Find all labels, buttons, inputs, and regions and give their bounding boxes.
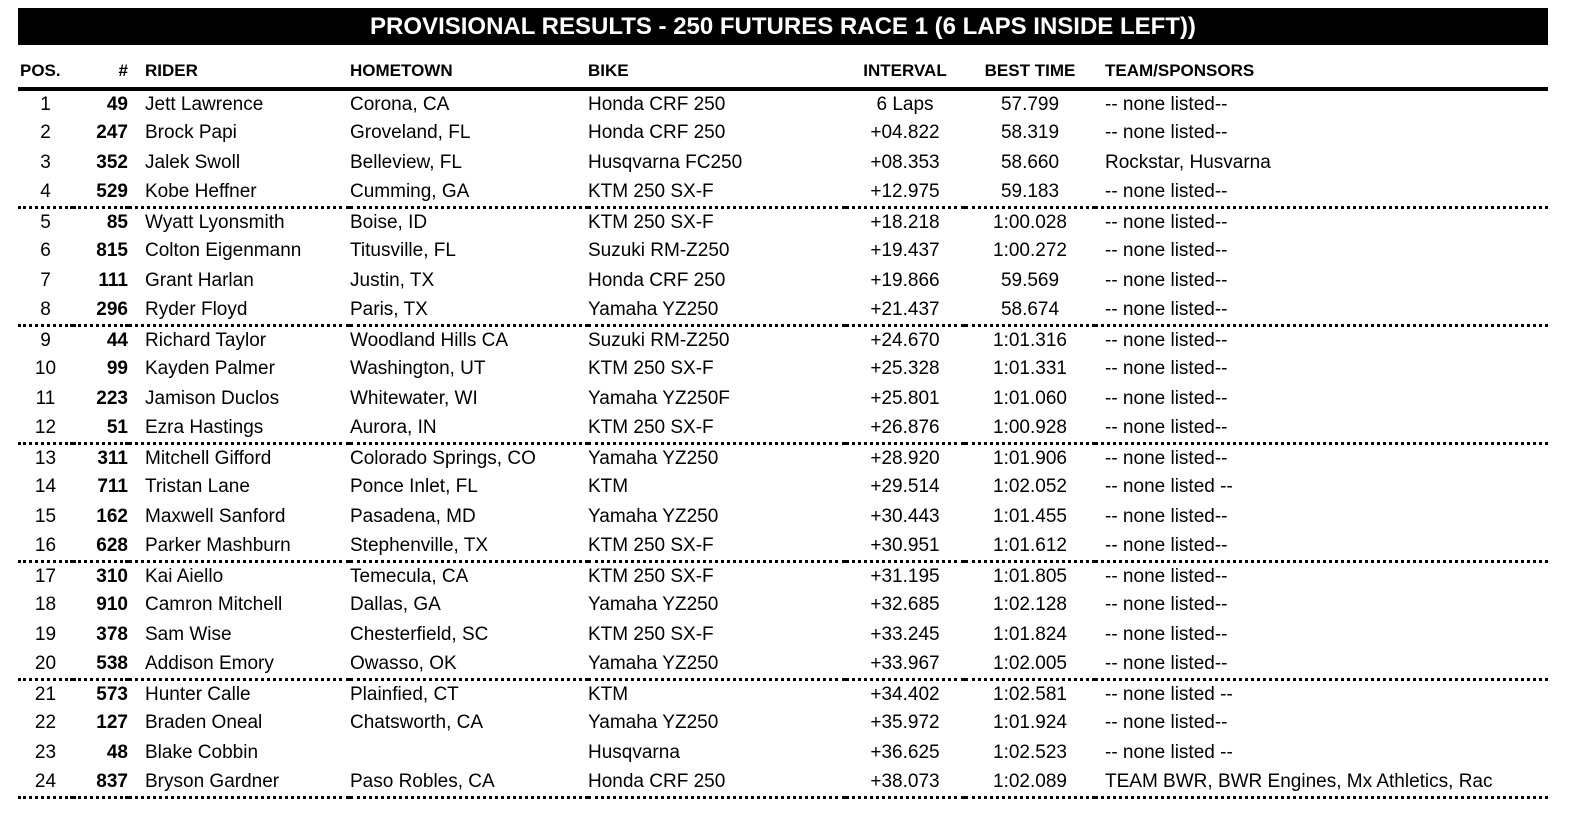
cell-number: 99 <box>106 358 128 380</box>
cell-team-sponsors: -- none listed-- <box>1105 240 1228 262</box>
cell-bike: Husqvarna FC250 <box>588 151 743 173</box>
results-body <box>18 89 1548 797</box>
cell-position: 12 <box>18 414 73 444</box>
cell-team-sponsors: -- none listed -- <box>1105 741 1233 763</box>
cell-bike: Honda CRF 250 <box>588 269 726 291</box>
cell-number: 85 <box>106 211 128 233</box>
cell-hometown: Paris, TX <box>350 296 588 326</box>
cell-interval: +33.245 <box>870 623 940 645</box>
cell-position: 22 <box>34 712 57 734</box>
cell-interval: 6 Laps <box>876 93 934 115</box>
cell-bike: Suzuki RM-Z250 <box>588 240 730 262</box>
cell-number: 378 <box>96 623 128 645</box>
cell-hometown: Cumming, GA <box>350 178 588 208</box>
cell-rider: Hunter Calle <box>145 683 251 705</box>
cell-hometown: Colorado Springs, CO <box>350 447 536 469</box>
cell-number: 352 <box>96 151 128 173</box>
cell-hometown: Pasadena, MD <box>350 505 476 527</box>
cell-hometown: Titusville, FL <box>350 240 456 262</box>
column-header-pos: POS. <box>18 52 73 89</box>
cell-interval: +08.353 <box>870 151 940 173</box>
cell-hometown: Temecula, CA <box>350 565 469 587</box>
cell-best-time: 1:01.924 <box>993 712 1067 734</box>
cell-rider: Richard Taylor <box>145 329 267 351</box>
table-row <box>18 119 1548 149</box>
cell-rider: Maxwell Sanford <box>145 505 286 527</box>
table-row <box>18 89 1548 119</box>
cell-position: 2 <box>40 122 51 144</box>
cell-best-time: 1:00.272 <box>993 240 1067 262</box>
cell-rider: Tristan Lane <box>145 476 250 498</box>
cell-team-sponsors: -- none listed-- <box>1105 447 1228 469</box>
cell-position: 24 <box>18 768 73 798</box>
cell-team-sponsors: Rockstar, Husvarna <box>1105 151 1271 173</box>
cell-team-sponsors: -- none listed-- <box>1095 532 1548 562</box>
column-header-rider: RIDER <box>128 52 350 89</box>
cell-best-time: 1:02.005 <box>965 650 1095 680</box>
cell-bike: Yamaha YZ250 <box>588 447 719 469</box>
cell-interval: +30.951 <box>845 532 965 562</box>
table-row <box>18 296 1548 326</box>
cell-hometown: Ponce Inlet, FL <box>350 476 478 498</box>
column-header-bike: BIKE <box>588 52 845 89</box>
cell-team-sponsors: -- none listed-- <box>1095 178 1548 208</box>
cell-interval: +25.328 <box>870 358 940 380</box>
cell-bike: KTM 250 SX-F <box>588 532 845 562</box>
cell-hometown: Paso Robles, CA <box>350 768 588 798</box>
table-row <box>18 237 1548 267</box>
cell-number: 628 <box>73 532 128 562</box>
cell-rider: Parker Mashburn <box>128 532 350 562</box>
cell-team-sponsors: TEAM BWR, BWR Engines, Mx Athletics, Rac <box>1095 768 1548 798</box>
cell-number: 711 <box>97 476 128 498</box>
cell-position: 8 <box>18 296 73 326</box>
cell-best-time: 58.319 <box>1000 122 1060 144</box>
cell-rider: Grant Harlan <box>145 269 254 291</box>
cell-best-time: 1:02.089 <box>965 768 1095 798</box>
cell-rider: Jett Lawrence <box>145 93 264 115</box>
cell-position: 3 <box>40 151 51 173</box>
cell-bike: Husqvarna <box>588 741 680 763</box>
cell-rider: Kobe Heffner <box>128 178 350 208</box>
table-row <box>18 709 1548 739</box>
cell-bike: Honda CRF 250 <box>588 768 845 798</box>
cell-hometown: Woodland Hills CA <box>350 329 509 351</box>
cell-interval: +30.443 <box>870 505 940 527</box>
cell-number: 162 <box>96 505 128 527</box>
cell-number: 310 <box>96 565 128 587</box>
cell-bike: Honda CRF 250 <box>588 122 726 144</box>
cell-number: 127 <box>96 712 128 734</box>
cell-best-time: 1:01.612 <box>965 532 1095 562</box>
column-header-team-sponsors: TEAM/SPONSORS <box>1095 52 1548 89</box>
cell-number: 837 <box>73 768 128 798</box>
cell-number: 223 <box>96 387 128 409</box>
cell-rider: Jamison Duclos <box>145 387 280 409</box>
cell-best-time: 1:02.581 <box>993 683 1067 705</box>
cell-bike: KTM 250 SX-F <box>588 358 714 380</box>
cell-rider: Sam Wise <box>145 623 232 645</box>
cell-team-sponsors: -- none listed-- <box>1105 565 1228 587</box>
cell-bike: Suzuki RM-Z250 <box>588 329 730 351</box>
table-row <box>18 738 1548 768</box>
cell-position: 18 <box>34 594 57 616</box>
cell-best-time: 57.799 <box>1000 93 1060 115</box>
cell-interval: +19.866 <box>870 269 940 291</box>
cell-number: 111 <box>98 269 128 291</box>
cell-best-time: 58.674 <box>965 296 1095 326</box>
cell-rider: Ryder Floyd <box>128 296 350 326</box>
results-table <box>18 52 1548 799</box>
cell-number: 573 <box>96 683 128 705</box>
cell-bike: Yamaha YZ250F <box>588 387 730 409</box>
table-row <box>18 768 1548 798</box>
cell-position: 16 <box>18 532 73 562</box>
table-row <box>18 443 1548 473</box>
cell-bike: Yamaha YZ250 <box>588 712 719 734</box>
cell-hometown: Stephenville, TX <box>350 532 588 562</box>
cell-team-sponsors: -- none listed-- <box>1105 93 1228 115</box>
cell-rider: Kayden Palmer <box>145 358 275 380</box>
cell-team-sponsors: -- none listed-- <box>1095 296 1548 326</box>
cell-team-sponsors: -- none listed-- <box>1095 650 1548 680</box>
cell-best-time: 1:01.824 <box>993 623 1067 645</box>
cell-position: 20 <box>18 650 73 680</box>
cell-number: 49 <box>106 93 128 115</box>
cell-number: 311 <box>97 447 128 469</box>
cell-hometown: Corona, CA <box>350 93 450 115</box>
cell-position: 10 <box>34 358 57 380</box>
cell-number: 296 <box>73 296 128 326</box>
cell-interval: +33.967 <box>845 650 965 680</box>
cell-position: 11 <box>35 387 56 409</box>
cell-best-time: 1:01.906 <box>993 447 1067 469</box>
cell-best-time: 1:01.316 <box>993 329 1067 351</box>
cell-number: 48 <box>106 741 128 763</box>
column-header-hometown: HOMETOWN <box>350 52 588 89</box>
cell-interval: +18.218 <box>870 211 940 233</box>
cell-interval: +12.975 <box>845 178 965 208</box>
table-row <box>18 266 1548 296</box>
cell-position: 4 <box>18 178 73 208</box>
cell-team-sponsors: -- none listed -- <box>1105 476 1233 498</box>
cell-interval: +04.822 <box>870 122 940 144</box>
cell-best-time: 1:02.052 <box>993 476 1067 498</box>
cell-bike: KTM 250 SX-F <box>588 565 714 587</box>
page-title: PROVISIONAL RESULTS - 250 FUTURES RACE 1 (6 LAPS INSIDE LEFT)) <box>370 12 1196 40</box>
cell-best-time: 1:01.331 <box>993 358 1067 380</box>
cell-number: 44 <box>106 329 128 351</box>
column-header-interval: INTERVAL <box>845 52 965 89</box>
cell-bike: Honda CRF 250 <box>588 93 726 115</box>
cell-hometown: Aurora, IN <box>350 414 588 444</box>
cell-number: 910 <box>96 594 128 616</box>
cell-best-time: 1:01.455 <box>993 505 1067 527</box>
cell-interval: +35.972 <box>870 712 940 734</box>
cell-rider: Braden Oneal <box>145 712 263 734</box>
column-header-best-time: BEST TIME <box>965 52 1095 89</box>
cell-interval: +21.437 <box>845 296 965 326</box>
cell-position: 9 <box>40 329 51 351</box>
cell-best-time: 59.183 <box>965 178 1095 208</box>
cell-position: 6 <box>40 240 51 262</box>
cell-bike: Yamaha YZ250 <box>588 650 845 680</box>
table-row <box>18 620 1548 650</box>
cell-position: 13 <box>34 447 57 469</box>
cell-position: 17 <box>34 565 57 587</box>
cell-bike: Yamaha YZ250 <box>588 505 719 527</box>
cell-interval: +36.625 <box>870 741 940 763</box>
cell-bike: KTM 250 SX-F <box>588 178 845 208</box>
table-row <box>18 679 1548 709</box>
cell-interval: +19.437 <box>870 240 940 262</box>
cell-team-sponsors: -- none listed-- <box>1105 387 1228 409</box>
header-row <box>18 52 1548 89</box>
cell-position: 5 <box>40 211 51 233</box>
table-row <box>18 650 1548 680</box>
cell-hometown: Justin, TX <box>350 269 435 291</box>
cell-interval: +38.073 <box>845 768 965 798</box>
cell-team-sponsors: -- none listed -- <box>1105 683 1233 705</box>
cell-rider: Ezra Hastings <box>128 414 350 444</box>
cell-bike: KTM <box>588 683 629 705</box>
table-row <box>18 561 1548 591</box>
cell-best-time: 1:01.060 <box>993 387 1067 409</box>
cell-number: 529 <box>73 178 128 208</box>
cell-team-sponsors: -- none listed-- <box>1105 623 1228 645</box>
table-row <box>18 207 1548 237</box>
cell-position: 23 <box>34 741 57 763</box>
cell-number: 538 <box>73 650 128 680</box>
table-row <box>18 591 1548 621</box>
cell-hometown: Plainfied, CT <box>350 683 459 705</box>
cell-best-time: 1:00.028 <box>993 211 1067 233</box>
cell-rider: Camron Mitchell <box>145 594 283 616</box>
cell-team-sponsors: -- none listed-- <box>1105 594 1228 616</box>
table-row <box>18 355 1548 385</box>
cell-interval: +32.685 <box>870 594 940 616</box>
table-row <box>18 473 1548 503</box>
table-row <box>18 414 1548 444</box>
cell-bike: KTM 250 SX-F <box>588 414 845 444</box>
cell-number: 247 <box>96 122 128 144</box>
cell-rider: Blake Cobbin <box>145 741 259 763</box>
cell-best-time: 59.569 <box>1000 269 1060 291</box>
cell-number: 815 <box>96 240 128 262</box>
column-header-number: # <box>73 52 128 89</box>
table-row <box>18 325 1548 355</box>
cell-team-sponsors: -- none listed-- <box>1095 414 1548 444</box>
cell-bike: KTM 250 SX-F <box>588 211 714 233</box>
cell-hometown: Whitewater, WI <box>350 387 478 409</box>
cell-position: 1 <box>40 93 51 115</box>
cell-interval: +28.920 <box>870 447 940 469</box>
cell-interval: +25.801 <box>870 387 940 409</box>
cell-team-sponsors: -- none listed-- <box>1105 329 1228 351</box>
cell-hometown: Washington, UT <box>350 358 486 380</box>
cell-rider: Kai Aiello <box>145 565 224 587</box>
cell-position: 7 <box>40 269 51 291</box>
cell-hometown <box>350 738 588 768</box>
cell-position: 14 <box>34 476 57 498</box>
cell-hometown: Chatsworth, CA <box>350 712 484 734</box>
cell-position: 19 <box>34 623 57 645</box>
cell-bike: Yamaha YZ250 <box>588 594 719 616</box>
cell-best-time: 1:02.523 <box>993 741 1067 763</box>
cell-rider: Jalek Swoll <box>145 151 241 173</box>
cell-bike: Yamaha YZ250 <box>588 296 845 326</box>
cell-interval: +34.402 <box>870 683 940 705</box>
cell-bike: KTM <box>588 476 629 498</box>
cell-interval: +31.195 <box>870 565 940 587</box>
cell-team-sponsors: -- none listed-- <box>1105 122 1228 144</box>
cell-rider: Brock Papi <box>145 122 237 144</box>
cell-position: 15 <box>34 505 57 527</box>
cell-interval: +26.876 <box>845 414 965 444</box>
cell-team-sponsors: -- none listed-- <box>1105 269 1228 291</box>
results-title-bar <box>18 8 1548 45</box>
table-row <box>18 148 1548 178</box>
cell-team-sponsors: -- none listed-- <box>1105 712 1228 734</box>
cell-best-time: 1:02.128 <box>993 594 1067 616</box>
cell-best-time: 58.660 <box>1000 151 1060 173</box>
cell-interval: +29.514 <box>870 476 940 498</box>
cell-number: 51 <box>73 414 128 444</box>
cell-hometown: Boise, ID <box>350 211 428 233</box>
cell-team-sponsors: -- none listed-- <box>1105 211 1228 233</box>
table-row <box>18 532 1548 562</box>
cell-rider: Bryson Gardner <box>128 768 350 798</box>
cell-best-time: 1:01.805 <box>993 565 1067 587</box>
cell-best-time: 1:00.928 <box>965 414 1095 444</box>
table-row <box>18 178 1548 208</box>
cell-bike: KTM 250 SX-F <box>588 623 714 645</box>
table-row <box>18 384 1548 414</box>
cell-hometown: Groveland, FL <box>350 122 471 144</box>
cell-team-sponsors: -- none listed-- <box>1105 358 1228 380</box>
table-row <box>18 502 1548 532</box>
cell-rider: Wyatt Lyonsmith <box>145 211 285 233</box>
cell-hometown: Dallas, GA <box>350 594 441 616</box>
cell-rider: Mitchell Gifford <box>145 447 272 469</box>
cell-hometown: Owasso, OK <box>350 650 588 680</box>
cell-hometown: Belleview, FL <box>350 151 462 173</box>
cell-team-sponsors: -- none listed-- <box>1105 505 1228 527</box>
cell-rider: Colton Eigenmann <box>145 240 302 262</box>
cell-interval: +24.670 <box>870 329 940 351</box>
cell-position: 21 <box>34 683 57 705</box>
cell-hometown: Chesterfield, SC <box>350 623 489 645</box>
cell-rider: Addison Emory <box>128 650 350 680</box>
